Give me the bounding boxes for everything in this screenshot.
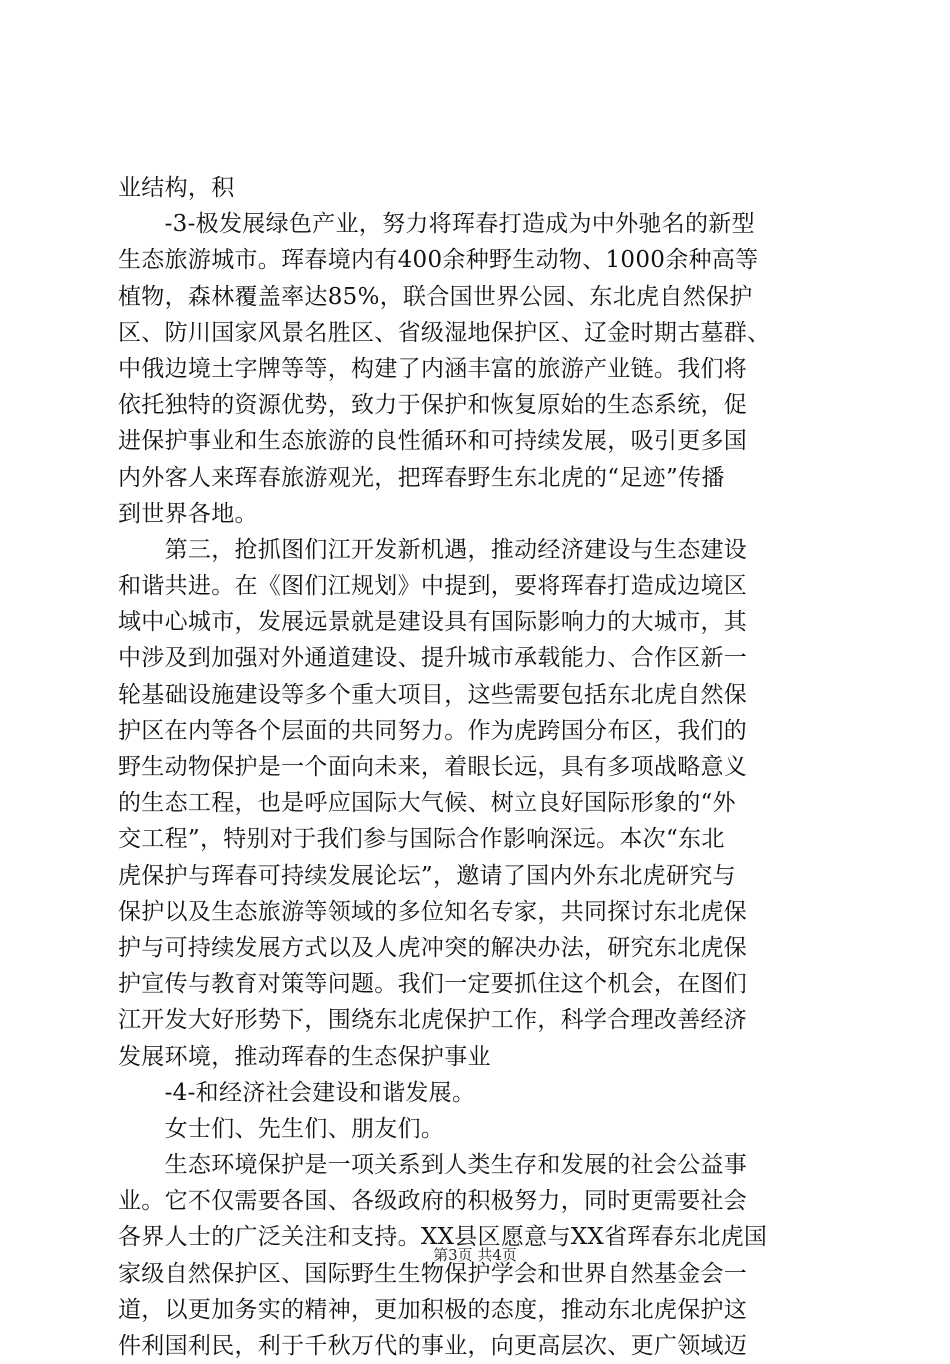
text-line: 件利国利民，利于千秋万代的事业，向更高层次、更广领域迈 bbox=[118, 1333, 748, 1359]
text-line: 到世界各地。 bbox=[118, 500, 258, 527]
text-line: 发展环境，推动珲春的生态保护事业 bbox=[118, 1043, 491, 1070]
text-line: 中涉及到加强对外通道建设、提升城市承载能力、合作区新一 bbox=[118, 645, 748, 672]
text-line: 虎保护与珲春可持续发展论坛”，邀请了国内外东北虎研究与 bbox=[118, 862, 736, 889]
text-line: 依托独特的资源优势，致力于保护和恢复原始的生态系统，促 bbox=[118, 392, 748, 419]
text-line: 野生动物保护是一个面向未来，着眼长远，具有多项战略意义 bbox=[118, 754, 748, 780]
text-line: 家级自然保护区、国际野生生物保护学会和世界自然基金会一 bbox=[118, 1260, 748, 1287]
text-line: 保护以及生态旅游等领域的多位知名专家，共同探讨东北虎保 bbox=[118, 898, 748, 925]
text-line: 道，以更加务实的精神，更加积极的态度，推动东北虎保护这 bbox=[118, 1296, 748, 1323]
text-line: 女士们、先生们、朋友们。 bbox=[118, 1115, 445, 1142]
text-line: 的生态工程，也是呼应国际大气候、树立良好国际形象的“外 bbox=[118, 790, 736, 817]
text-line: 植物，森林覆盖率达85%，联合国世界公园、东北虎自然保护 bbox=[118, 283, 753, 310]
text-line: 生态环境保护是一项关系到人类生存和发展的社会公益事 bbox=[118, 1152, 748, 1179]
text-line: 业。它不仅需要各国、各级政府的积极努力，同时更需要社会 bbox=[118, 1188, 748, 1215]
text-line: 轮基础设施建设等多个重大项目，这些需要包括东北虎自然保 bbox=[118, 681, 748, 708]
text-line: 江开发大好形势下，围绕东北虎保护工作，科学合理改善经济 bbox=[118, 1007, 748, 1034]
text-line: 交工程”，特别对于我们参与国际合作影响深远。本次“东北 bbox=[118, 826, 725, 853]
text-line: 区、防川国家风景名胜区、省级湿地保护区、辽金时期古墓群、 bbox=[118, 319, 771, 346]
document-body bbox=[118, 170, 838, 1364]
text-line: 中俄边境土字牌等等，构建了内涵丰富的旅游产业链。我们将 bbox=[118, 355, 748, 382]
text-line: 生态旅游城市。珲春境内有400余种野生动物、1000余种高等 bbox=[118, 247, 759, 274]
text-line: -3-极发展绿色产业，努力将珲春打造成为中外驰名的新型 bbox=[118, 211, 755, 238]
text-line: 和谐共进。在《图们江规划》中提到，要将珲春打造成边境区 bbox=[118, 573, 748, 600]
page-footer: 第3页 共4页 bbox=[433, 1246, 517, 1264]
text-line: 护区在内等各个层面的共同努力。作为虎跨国分布区，我们的 bbox=[118, 717, 748, 744]
text-line: 各界人士的广泛关注和支持。XX县区愿意与XX省珲春东北虎国 bbox=[118, 1224, 768, 1251]
text-line: -4-和经济社会建设和谐发展。 bbox=[118, 1079, 476, 1106]
text-line: 第三，抢抓图们江开发新机遇，推动经济建设与生态建设 bbox=[118, 536, 748, 563]
text-line: 内外客人来珲春旅游观光，把珲春野生东北虎的“足迹”传播 bbox=[118, 464, 725, 491]
text-line: 护宣传与教育对策等问题。我们一定要抓住这个机会，在图们 bbox=[118, 971, 748, 998]
text-line: 域中心城市，发展远景就是建设具有国际影响力的大城市，其 bbox=[118, 609, 748, 636]
text-line: 护与可持续发展方式以及人虎冲突的解决办法，研究东北虎保 bbox=[118, 934, 748, 961]
text-line: 业结构，积 bbox=[118, 175, 235, 201]
text-line: 进保护事业和生态旅游的良性循环和可持续发展，吸引更多国 bbox=[118, 428, 748, 455]
